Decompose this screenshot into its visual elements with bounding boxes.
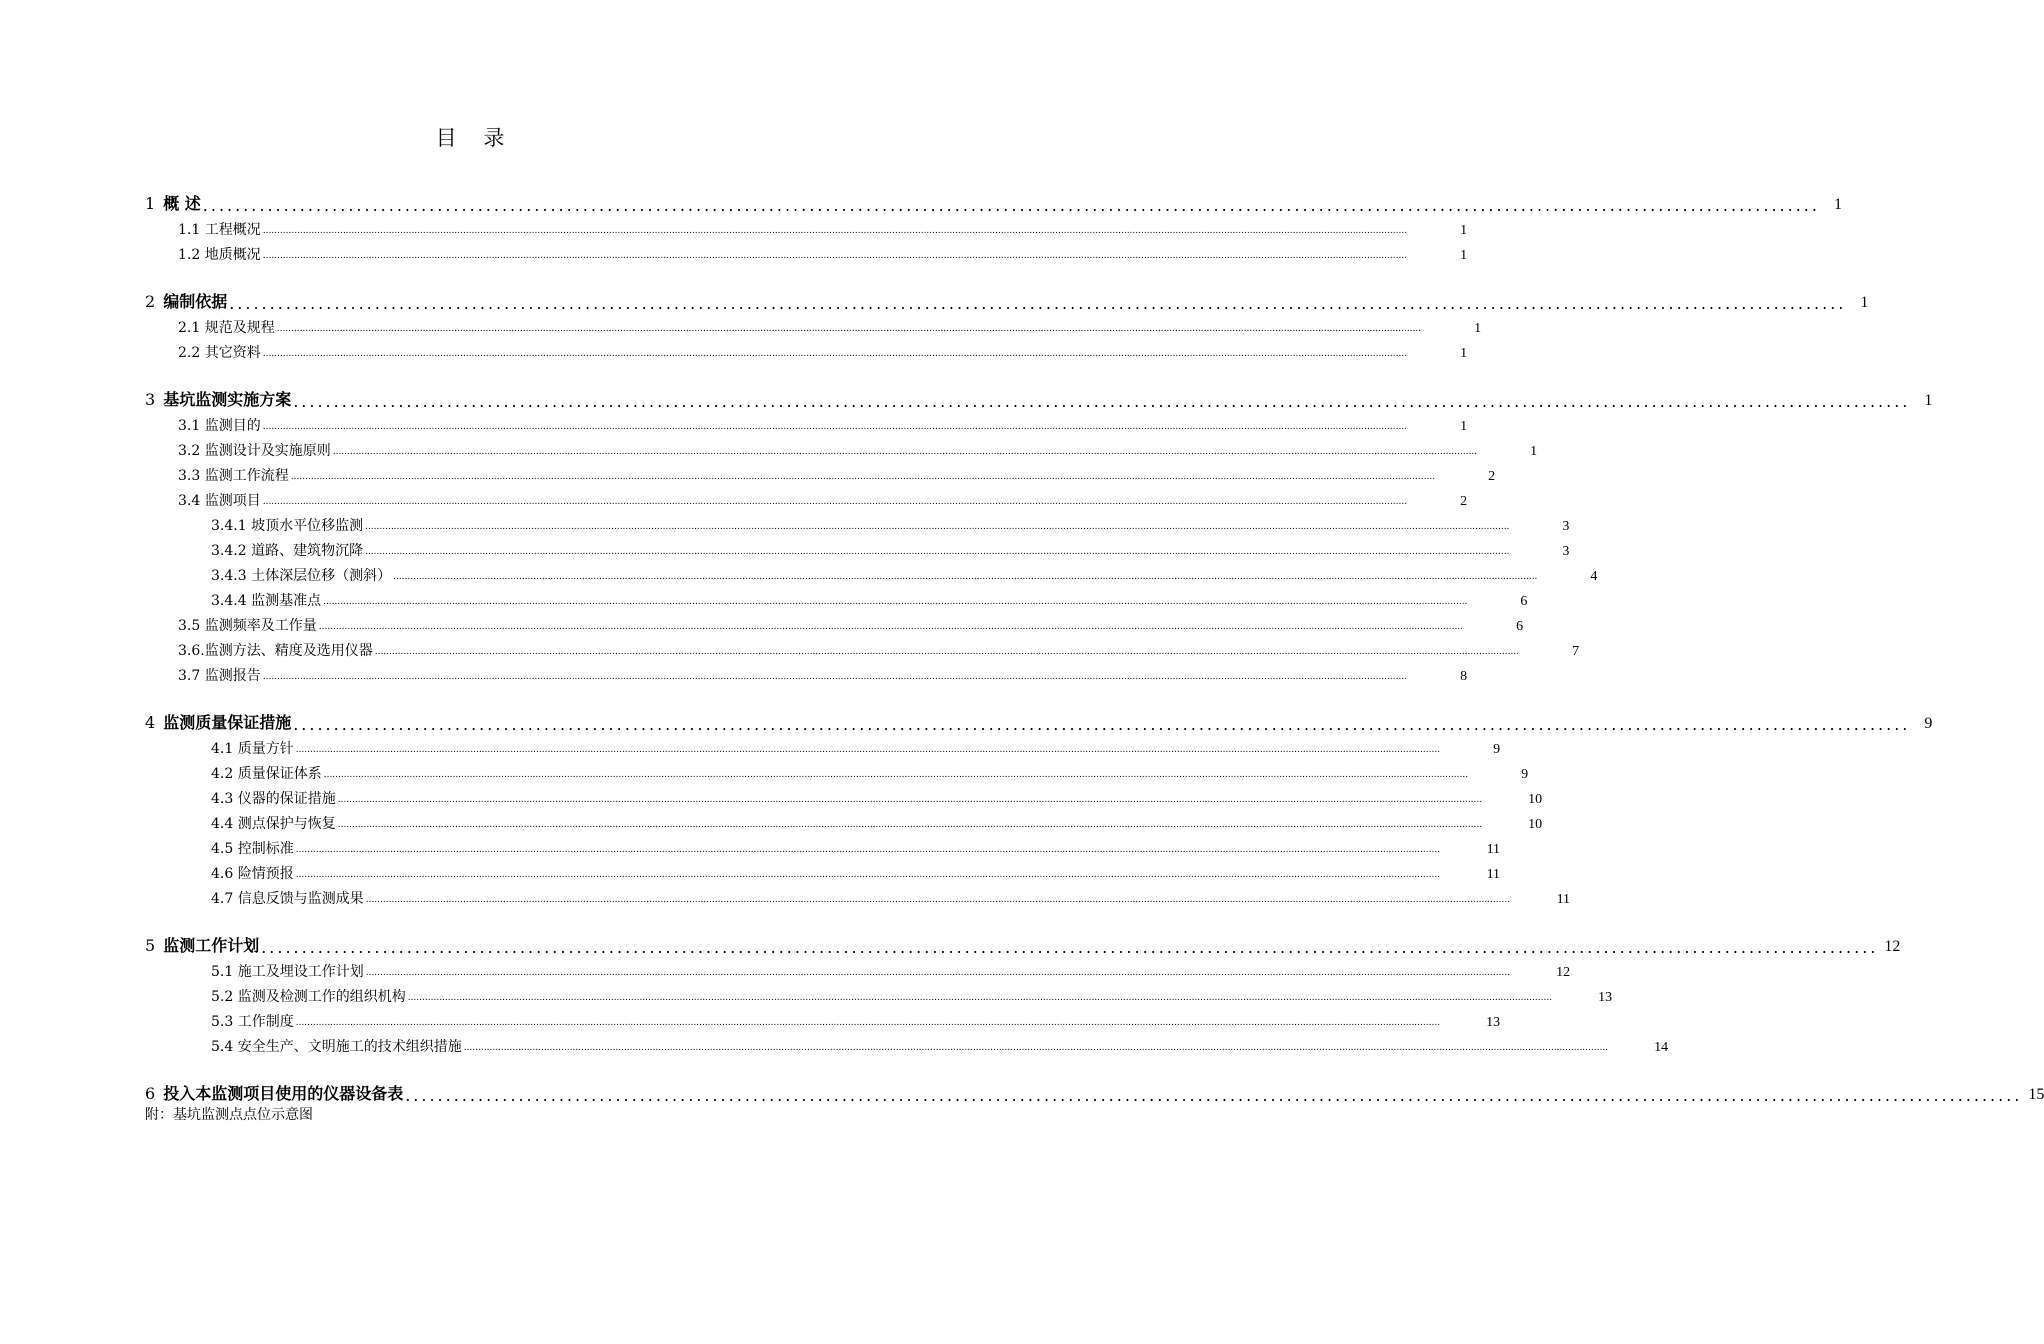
toc-subsection-page: 6 [1520, 594, 1528, 609]
toc-section-number: 6 [145, 1084, 156, 1103]
toc-section-page: 12 [1884, 938, 1901, 955]
toc-subsection-page: 1 [1530, 444, 1538, 459]
toc-leader-dots: ................................................................................................................................................................................................................................................................................................................................................................................................................ [323, 770, 1469, 780]
toc-section-entry[interactable] [145, 707, 1933, 734]
toc-subsection-label: 5.2 监测及检测工作的组织机构 [211, 989, 406, 1005]
toc-section-entry[interactable] [145, 286, 1869, 313]
toc-subsection-label: 4.4 测点保护与恢复 [211, 816, 336, 832]
toc-section-number: 1 [145, 194, 156, 213]
toc-subsection-page: 9 [1493, 742, 1501, 757]
toc-subsection-entry[interactable] [145, 485, 1468, 510]
toc-leader-dots: ................................................................................................................................................................................................................................................................................................................................................................................................................ [332, 447, 1478, 457]
toc-subsection-label: 3.4.4 监测基准点 [211, 593, 322, 609]
toc-subsection-entry[interactable] [145, 337, 1468, 362]
toc-leader-dots: ................................................................................................................................................................................................................................................................................................................................................................................................................ [374, 647, 1520, 657]
toc-subsection-entry[interactable] [145, 956, 1571, 981]
toc-subsection-entry[interactable] [145, 758, 1529, 783]
toc-section-title: 概 述 [163, 194, 201, 213]
toc-subsection-page: 1 [1460, 223, 1468, 238]
toc-section-page: 1 [1860, 294, 1869, 311]
toc-subsection-entry[interactable] [145, 1006, 1501, 1031]
toc-subsection-page: 1 [1460, 419, 1468, 434]
toc-section-label [145, 1081, 405, 1104]
toc-subsection-page: 1 [1460, 346, 1468, 361]
toc-section-entry[interactable] [145, 930, 1901, 957]
section-gap [145, 908, 845, 930]
toc-leader-dots: ................................................................................................................................................................................................................................................................................................................................................................................................................ [290, 472, 1436, 482]
toc-leader-dots: ........................................................................................................................................................................................................ [405, 1086, 2023, 1105]
toc-subsection-entry[interactable] [145, 214, 1468, 239]
toc-subsection-label: 1.2 地质概况 [178, 247, 261, 263]
toc-subsection-page: 12 [1556, 965, 1571, 980]
toc-subsection-label: 4.7 信息反馈与监测成果 [211, 891, 364, 907]
toc-subsection-label: 4.1 质量方针 [211, 741, 294, 757]
toc-subsection-entry[interactable] [145, 312, 1482, 337]
toc-subsection-page: 14 [1654, 1040, 1669, 1055]
toc-subsection-label: 4.5 控制标准 [211, 841, 294, 857]
toc-leader-dots: ................................................................................................................................................................................................................................................................................................................................................................................................................ [262, 422, 1408, 432]
toc-section-number: 3 [145, 390, 156, 409]
toc-subsection-label: 3.7 监测报告 [178, 668, 261, 684]
toc-leader-dots: ................................................................................................................................................................................................................................................................................................................................................................................................................ [323, 597, 1468, 607]
toc-leader-dots: ................................................................................................................................................................................................................................................................................................................................................................................................................ [337, 820, 1483, 830]
toc-leader-dots: ................................................................................................................................................................................................................................................................................................................................................................................................................ [463, 1043, 1609, 1053]
toc-leader-dots: ................................................................................................................................................................................................................................................................................................................................................................................................................ [262, 497, 1408, 507]
section-gap [145, 685, 845, 707]
toc-leader-dots: ................................................................................................................................................................................................................................................................................................................................................................................................................ [262, 349, 1408, 359]
toc-leader-dots: ................................................................................................................................................................................................................................................................................................................................................................................................................ [295, 845, 1441, 855]
toc-leader-dots: ................................................................................................................................................................................................................................................................................................................................................................................................................ [365, 522, 1510, 532]
toc-section-title: 投入本监测项目使用的仪器设备表 [163, 1084, 404, 1103]
toc-subsection-label: 3.1 监测目的 [178, 418, 261, 434]
toc-leader-dots: ........................................................................................................................................................................................................ [293, 715, 1911, 734]
toc-subsection-page: 3 [1562, 544, 1570, 559]
toc-subsection-entry[interactable] [145, 783, 1543, 808]
toc-leader-dots: ................................................................................................................................................................................................................................................................................................................................................................................................................ [262, 251, 1408, 261]
toc-leader-dots: ................................................................................................................................................................................................................................................................................................................................................................................................................ [262, 672, 1408, 682]
toc-section-label [145, 191, 203, 214]
toc-subsection-page: 11 [1486, 867, 1501, 882]
toc-subsection-entry[interactable] [145, 239, 1468, 264]
toc-subsection-entry[interactable] [145, 833, 1501, 858]
toc-leader-dots: ................................................................................................................................................................................................................................................................................................................................................................................................................ [318, 622, 1464, 632]
toc-subsection-entry[interactable] [145, 660, 1468, 685]
toc-subsection-entry[interactable] [145, 560, 1598, 585]
toc-subsection-entry[interactable] [145, 585, 1528, 610]
toc-section-page: 1 [1924, 392, 1933, 409]
toc-subsection-page: 13 [1486, 1015, 1501, 1030]
toc-subsection-label: 3.6.监测方法、精度及选用仪器 [178, 643, 373, 659]
toc-subsection-label: 4.3 仪器的保证措施 [211, 791, 336, 807]
toc-subsection-label: 5.4 安全生产、文明施工的技术组织措施 [211, 1039, 462, 1055]
section-gap [145, 264, 845, 286]
toc-subsection-entry[interactable] [145, 635, 1580, 660]
toc-section-title: 编制依据 [163, 292, 228, 311]
toc-subsection-page: 3 [1562, 519, 1570, 534]
toc-subsection-page: 11 [1556, 892, 1571, 907]
toc-subsection-label: 4.2 质量保证体系 [211, 766, 322, 782]
toc-subsection-label: 5.1 施工及埋设工作计划 [211, 964, 364, 980]
toc-leader-dots: ........................................................................................................................................................................................................ [293, 392, 1911, 411]
toc-leader-dots: ................................................................................................................................................................................................................................................................................................................................................................................................................ [407, 993, 1553, 1003]
toc-section-label [145, 387, 293, 410]
toc-subsection-label: 3.5 监测频率及工作量 [178, 618, 317, 634]
toc-section-title: 监测工作计划 [163, 936, 260, 955]
toc-section-label [145, 933, 261, 956]
toc-subsection-page: 10 [1528, 817, 1543, 832]
toc-leader-dots: ................................................................................................................................................................................................................................................................................................................................................................................................................ [365, 968, 1511, 978]
toc-section-page: 15 [2028, 1086, 2044, 1103]
toc-subsection-label: 3.4.3 土体深层位移（测斜） [211, 568, 392, 584]
section-gap [145, 1056, 845, 1078]
toc-subsection-label: 2.2 其它资料 [178, 345, 261, 361]
toc-section-entry[interactable] [145, 1078, 2044, 1105]
toc-section-page: 9 [1924, 715, 1933, 732]
toc-subsection-entry[interactable] [145, 510, 1570, 535]
toc-section-number: 2 [145, 292, 156, 311]
toc-subsection-page: 4 [1590, 569, 1598, 584]
toc-subsection-label: 3.4.2 道路、建筑物沉降 [211, 543, 364, 559]
toc-section-entry[interactable] [145, 384, 1933, 411]
toc-subsection-page: 1 [1460, 248, 1468, 263]
toc-subsection-entry[interactable] [145, 1031, 1669, 1056]
toc-leader-dots: ................................................................................................................................................................................................................................................................................................................................................................................................................ [262, 226, 1408, 236]
toc-subsection-entry[interactable] [145, 858, 1501, 883]
toc-section-number: 4 [145, 713, 156, 732]
toc-subsection-entry[interactable] [145, 808, 1543, 833]
toc-subsection-label: 3.4.1 坡顶水平位移监测 [211, 518, 364, 534]
toc-subsection-label: 4.6 险情预报 [211, 866, 294, 882]
toc-leader-dots: ................................................................................................................................................................................................................................................................................................................................................................................................................ [393, 572, 1538, 582]
toc-section-page: 1 [1833, 196, 1842, 213]
toc-section-number: 5 [145, 936, 156, 955]
toc-leader-dots: ................................................................................................................................................................................................................................................................................................................................................................................................................ [295, 870, 1441, 880]
section-gap [145, 362, 845, 384]
toc-leader-dots: ................................................................................................................................................................................................................................................................................................................................................................................................................ [295, 745, 1441, 755]
toc-leader-dots: ........................................................................................................................................................................................................ [202, 196, 1820, 215]
toc-subsection-entry[interactable] [145, 883, 1571, 908]
toc-subsection-entry[interactable] [145, 410, 1468, 435]
toc-section-title: 监测质量保证措施 [163, 713, 292, 732]
toc-subsection-page: 2 [1488, 469, 1496, 484]
toc-section-label [145, 289, 229, 312]
toc-subsection-entry[interactable] [145, 535, 1570, 560]
toc-subsection-page: 9 [1521, 767, 1529, 782]
toc-subsection-page: 6 [1516, 619, 1524, 634]
toc-subsection-page: 8 [1460, 669, 1468, 684]
toc-subsection-page: 11 [1486, 842, 1501, 857]
toc-subsection-entry[interactable] [145, 460, 1496, 485]
toc-subsection-entry[interactable] [145, 610, 1524, 635]
toc-subsection-label: 3.3 监测工作流程 [178, 468, 289, 484]
toc-subsection-label: 3.4 监测项目 [178, 493, 261, 509]
toc-appendix[interactable]: 附：基坑监测点点位示意图 [145, 1107, 313, 1123]
toc-leader-dots: ................................................................................................................................................................................................................................................................................................................................................................................................................ [276, 324, 1422, 334]
toc-leader-dots: ................................................................................................................................................................................................................................................................................................................................................................................................................ [337, 795, 1483, 805]
toc-section-label [145, 710, 293, 733]
toc-subsection-label: 3.2 监测设计及实施原则 [178, 443, 331, 459]
toc-subsection-entry[interactable] [145, 733, 1501, 758]
toc-leader-dots: ........................................................................................................................................................................................................ [229, 294, 1847, 313]
toc-subsection-entry[interactable] [145, 981, 1613, 1006]
table-of-contents [145, 188, 2044, 1128]
toc-subsection-entry[interactable] [145, 435, 1538, 460]
toc-subsection-page: 10 [1528, 792, 1543, 807]
toc-section-entry[interactable] [145, 188, 1842, 215]
toc-subsection-label: 1.1 工程概况 [178, 222, 261, 238]
toc-subsection-label: 5.3 工作制度 [211, 1014, 294, 1030]
toc-subsection-page: 7 [1572, 644, 1580, 659]
toc-leader-dots: ........................................................................................................................................................................................................ [261, 938, 1879, 957]
toc-subsection-page: 1 [1474, 321, 1482, 336]
toc-section-title: 基坑监测实施方案 [163, 390, 292, 409]
toc-title: 目 录 [435, 126, 515, 150]
toc-subsection-page: 2 [1460, 494, 1468, 509]
toc-subsection-label: 2.1 规范及规程 [178, 320, 275, 336]
toc-leader-dots: ................................................................................................................................................................................................................................................................................................................................................................................................................ [365, 547, 1510, 557]
toc-leader-dots: ................................................................................................................................................................................................................................................................................................................................................................................................................ [365, 895, 1511, 905]
toc-subsection-page: 13 [1598, 990, 1613, 1005]
toc-leader-dots: ................................................................................................................................................................................................................................................................................................................................................................................................................ [295, 1018, 1441, 1028]
